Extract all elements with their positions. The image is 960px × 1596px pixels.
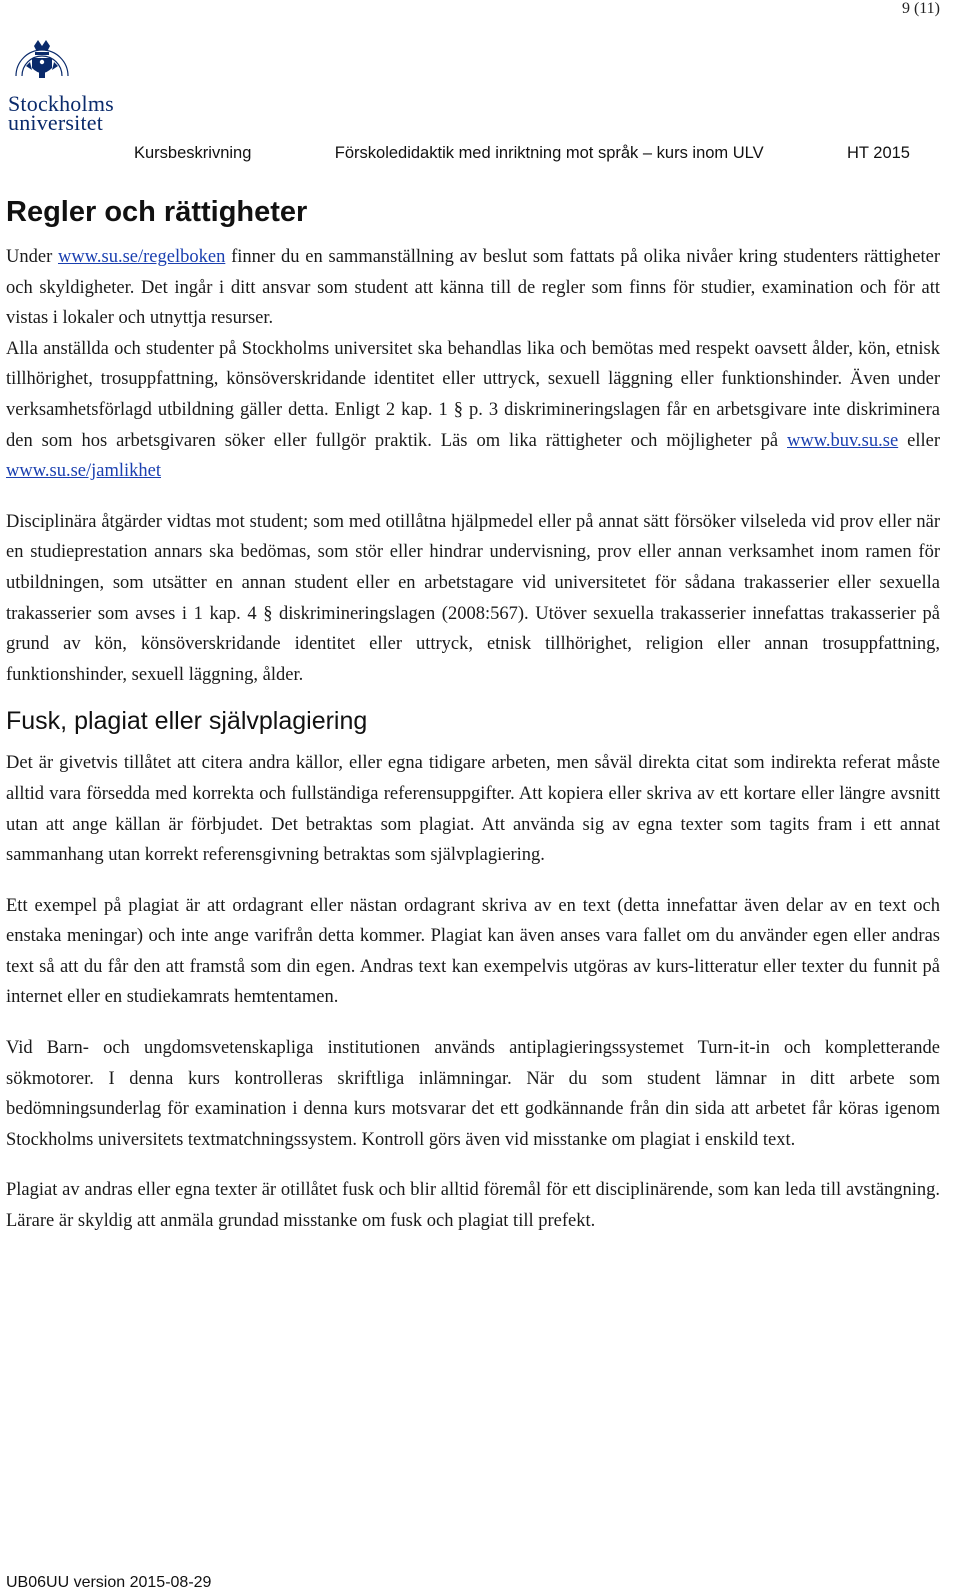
- paragraph-equal-treatment: [6, 334, 940, 487]
- logo-line-2: universitet: [8, 110, 104, 135]
- page-number: 9 (11): [901, 0, 940, 17]
- footer-version: UB06UU version 2015-08-29: [6, 1574, 212, 1591]
- section-title-plagiarism: Fusk, plagiat eller självplagiering: [6, 707, 368, 736]
- paragraph-citation: Det är givetvis tillåtet att citera andra källor, eller egna tidigare arbeten, men såväl direkta citat som indirekta referat måste alltid vara försedda med korrekta och fullständiga referensuppgifter. Att kopiera eller skriva av ett kortare eller längre avsnitt utan att ange källan är förbjudet. Det betraktas som plagiat. Att använda sig av egna texter som tagits fram i ett annat sammanhang utan korrekt referensgivning betraktas som självplagiering.: [6, 753, 940, 866]
- header-course-title: Förskoledidaktik med inriktning mot språk – kurs inom ULV: [334, 144, 764, 162]
- header-document-type: Kursbeskrivning: [134, 144, 252, 162]
- header-term: HT 2015: [847, 144, 910, 162]
- link-jamlikhet[interactable]: www.su.se/jamlikhet: [6, 461, 162, 482]
- paragraph-regelboken: [6, 242, 940, 334]
- text-run: finner du en sammanställning av beslut som fattats på olika nivåer kring studenters rättigheter och skyldigheter. Det ingår i ditt ansvar som student att känna till de regler som finns för studier, examination och för att vistas i lokaler och utnyttja resurser.: [6, 247, 940, 329]
- paragraph-plagiarism-example: Ett exempel på plagiat är att ordagrant eller nästan ordagrant skriva av en text (detta innefattar även delar av en text och enstaka meningar) och inte ange varifrån detta kommer. Plagiat kan även anses vara fallet om du använder egen eller andras text så att du får den att framstå som din egen. Andras text kan exempelvis utgöras av kurs-litteratur eller texter du funnit på internet eller en studiekamrats hemtentamen.: [6, 895, 940, 1008]
- text-run: Under: [6, 247, 58, 267]
- link-buv[interactable]: www.buv.su.se: [787, 430, 899, 451]
- university-logo-text: [8, 91, 114, 135]
- paragraph-turnitin: Vid Barn- och ungdomsvetenskapliga institutionen används antiplagieringssystemet Turn-it-in och kompletterande sökmotorer. I denna kurs kontrolleras skriftliga inlämningar. När du som student lämnar in ditt arbete som bedömningsunderlag för examination i denna kurs motsvarar det ett godkännande från din sida att arbetet får köras igenom Stockholms universitets textmatchningssystem. Kontroll görs även vid misstanke om plagiat i enskild text.: [6, 1038, 940, 1150]
- section-title-rules: Regler och rättigheter: [6, 196, 308, 228]
- page-content: [6, 192, 940, 1237]
- university-seal-icon: [6, 36, 136, 92]
- logo-line-1: Stockholms: [8, 91, 114, 116]
- paragraph-consequences: Plagiat av andras eller egna texter är otillåtet fusk och blir alltid föremål för ett disciplinärende, som kan leda till avstängning. Lärare är skyldig att anmäla grundad misstanke om fusk och plagiat till prefekt.: [6, 1180, 940, 1232]
- link-regelboken[interactable]: www.su.se/regelboken: [58, 247, 226, 267]
- text-run: eller: [898, 430, 940, 451]
- university-logo: [6, 36, 136, 140]
- paragraph-disciplinary: Disciplinära åtgärder vidtas mot student; som med otillåtna hjälpmedel eller på annat sätt försöker vilseleda vid prov eller när en studieprestation annars ska bedömas, som stör eller hindrar undervisning, prov eller annan verksamhet inom ramen för utbildningen, som utsätter en annan student eller en arbetstagare vid universitetet för sådana trakasserier eller sexuella trakasserier som avses i 1 kap. 4 § diskrimineringslagen (2008:567). Utöver sexuella trakasserier innefattas trakasserier på grund av kön, könsöverskridande identitet eller uttryck, etnisk tillhörighet, religion eller annan trosuppfattning, funktionshinder, sexuell läggning, ålder.: [6, 511, 940, 685]
- text-run: Alla anställda och studenter på Stockholms universitet ska behandlas lika och bemötas med respekt oavsett ålder, kön, etnisk tillhörighet, trosuppfattning, könsöverskridande identitet eller uttryck, sexuell läggning eller funktionshinder. Även under verksamhetsförlagd utbildning gäller detta. Enligt 2 kap. 1 § p. 3 diskrimineringslagen får en arbetsgivare inte diskriminera den som hos arbetsgivaren söker eller fullgör praktik. Läs om lika rättigheter och möjligheter på: [6, 338, 940, 451]
- running-header: [134, 144, 910, 163]
